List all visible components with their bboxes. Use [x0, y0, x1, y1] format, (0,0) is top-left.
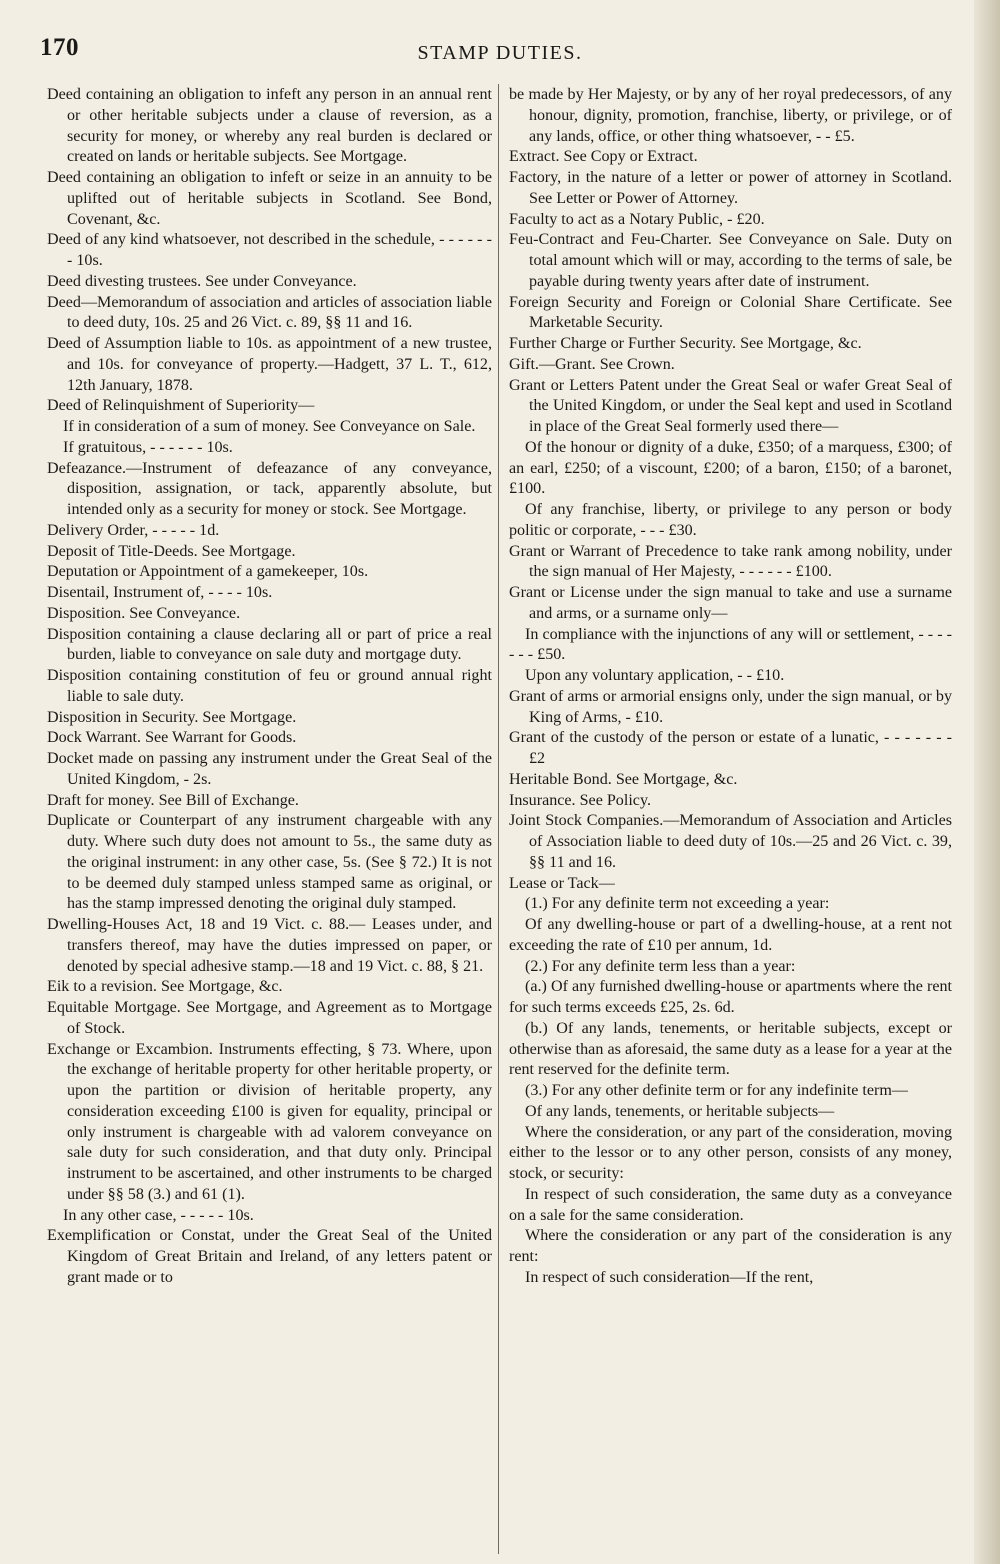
- dictionary-entry: Gift.—Grant. See Crown.: [509, 355, 675, 373]
- dictionary-entry: Deed of any kind whatsoever, not described in the schedule, - - - - - - - 10s.: [47, 231, 492, 269]
- dictionary-entry: Grant or Warrant of Precedence to take rank among nobility, under the sign manual of Her Majesty, - - - - - - £100.: [509, 542, 952, 581]
- dictionary-entry: Factory, in the nature of a letter or power of attorney in Scotland. See Letter or Power of Attorney.: [509, 169, 952, 207]
- dictionary-entry: Duplicate or Counterpart of any instrument chargeable with any duty. Where such duty does not amount to 5s., the same duty as the original instrument: in any other case, 5s. (See § 72.) It is not to be deemed duly stamped unless stamped same as original, or has the stamp impressed denoting the original duly stamped.: [47, 812, 492, 913]
- column-divider: [498, 84, 499, 1554]
- dictionary-entry: Grant of arms or armorial ensigns only, under the sign manual, or by King of Arms, - £10.: [509, 687, 952, 726]
- dictionary-entry: Deputation or Appointment of a gamekeeper, 10s.: [47, 563, 369, 581]
- dictionary-entry: be made by Her Majesty, or by any of her royal predecessors, of any honour, dignity, promotion, franchise, liberty, or privilege, or of any lands, office, or other thing whatsoever, - - £5.: [509, 86, 952, 145]
- entry-subparagraph: (1.) For any definite term not exceeding a year:: [525, 895, 830, 913]
- dictionary-entry: Disentail, Instrument of, - - - - 10s.: [47, 584, 273, 601]
- dictionary-entry: Deed containing an obligation to infeft any person in an annual rent or other heritable subjects under a clause of reversion, as a security for money, or whereby any real burden is declared or created on lands or heritable subjects. See Mortgage.: [47, 86, 492, 166]
- dictionary-entry: Deed of Relinquishment of Superiority—: [47, 397, 315, 415]
- entry-subparagraph: In any other case, - - - - - 10s.: [63, 1206, 254, 1224]
- dictionary-entry: Dwelling-Houses Act, 18 and 19 Vict. c. 88.— Leases under, and transfers thereof, may have the duties impressed on paper, or denoted by special adhesive stamp.—18 and 19 Vict. c. 88, § 21.: [47, 916, 492, 975]
- dictionary-entry: Joint Stock Companies.—Memorandum of Association and Articles of Association liable to deed duty of 10s.—25 and 26 Vict. c. 39, §§ 11 and 16.: [509, 812, 952, 871]
- running-title: STAMP DUTIES.: [417, 42, 583, 64]
- entry-subparagraph: Of any franchise, liberty, or privilege to any person or body politic or corporate, - - - £30.: [509, 501, 952, 539]
- entry-subparagraph: Where the consideration or any part of the consideration is any rent:: [509, 1227, 952, 1265]
- dictionary-entry: Equitable Mortgage. See Mortgage, and Agreement as to Mortgage of Stock.: [47, 999, 492, 1037]
- entry-subparagraph: Of the honour or dignity of a duke, £350; of a marquess, £300; of an earl, £250; of a viscount, £200; of a baron, £150; of a baronet, £100.: [509, 438, 952, 498]
- dictionary-entry: Dock Warrant. See Warrant for Goods.: [47, 729, 297, 747]
- entry-subparagraph: In compliance with the injunctions of any will or settlement, - - - - - - - £50.: [509, 625, 952, 664]
- dictionary-entry: Further Charge or Further Security. See Mortgage, &c.: [509, 335, 862, 352]
- dictionary-entry: Deed—Memorandum of association and articles of association liable to deed duty, 10s. 25 and 26 Vict. c. 89, §§ 11 and 16.: [47, 293, 492, 332]
- dictionary-entry: Deed divesting trustees. See under Conveyance.: [47, 272, 357, 290]
- dictionary-entry: Foreign Security and Foreign or Colonial Share Certificate. See Marketable Security.: [509, 293, 952, 332]
- dictionary-entry: Faculty to act as a Notary Public, - £20.: [509, 210, 765, 228]
- dictionary-entry: Heritable Bond. See Mortgage, &c.: [509, 770, 738, 788]
- dictionary-entry: Disposition. See Conveyance.: [47, 604, 241, 622]
- dictionary-entry: Extract. See Copy or Extract.: [509, 148, 698, 166]
- entry-subparagraph: If gratuitous, - - - - - - 10s.: [63, 438, 233, 456]
- entry-subparagraph: (b.) Of any lands, tenements, or heritable subjects, except or otherwise than as aforesaid, the same duty as a lease for a year at the rent reserved for the definite term.: [509, 1019, 952, 1079]
- dictionary-entry: Defeazance.—Instrument of defeazance of any conveyance, disposition, assignation, or tack, apparently absolute, but intended only as a security for money or stock. See Mortgage.: [47, 459, 492, 518]
- entry-subparagraph: In respect of such consideration, the same duty as a conveyance on a sale for the same consideration.: [509, 1185, 952, 1224]
- dictionary-entry: Disposition containing a clause declaring all or part of price a real burden, liable to conveyance on sale duty and mortgage duty.: [47, 625, 492, 664]
- entry-subparagraph: Where the consideration, or any part of the consideration, moving either to the lessor or to any other person, consists of any money, stock, or security:: [509, 1123, 952, 1182]
- entry-subparagraph: Of any lands, tenements, or heritable subjects—: [525, 1102, 835, 1120]
- dictionary-entry: Grant or Letters Patent under the Great Seal or wafer Great Seal of the United Kingdom, or under the Seal kept and used in Scotland in place of the Great Seal formerly used there—: [509, 376, 952, 435]
- right-column: [509, 85, 952, 1289]
- dictionary-entry: Disposition containing constitution of feu or ground annual right liable to sale duty.: [47, 667, 492, 705]
- dictionary-entry: Feu-Contract and Feu-Charter. See Conveyance on Sale. Duty on total amount which will or may, according to the terms of sale, be payable during twenty years after date of instrument.: [509, 231, 952, 290]
- dictionary-entry: Eik to a revision. See Mortgage, &c.: [47, 978, 283, 996]
- entry-subparagraph: (a.) Of any furnished dwelling-house or apartments where the rent for such terms exceeds £25, 2s. 6d.: [509, 978, 952, 1016]
- dictionary-entry: Docket made on passing any instrument under the Great Seal of the United Kingdom, - 2s.: [47, 750, 492, 788]
- dictionary-entry: Delivery Order, - - - - - 1d.: [47, 521, 220, 539]
- left-column: [47, 85, 492, 1289]
- entry-subparagraph: In respect of such consideration—If the rent,: [525, 1268, 814, 1286]
- page-edge-shadow: [974, 0, 1000, 1564]
- dictionary-entry: Deed containing an obligation to infeft or seize in an annuity to be uplifted out of heritable subjects in Scotland. See Bond, Covenant, &c.: [47, 169, 492, 228]
- dictionary-entry: Disposition in Security. See Mortgage.: [47, 708, 297, 726]
- entry-subparagraph: If in consideration of a sum of money. See Conveyance on Sale.: [63, 418, 476, 435]
- dictionary-entry: Deposit of Title-Deeds. See Mortgage.: [47, 542, 296, 560]
- page-number: 170: [40, 34, 79, 61]
- dictionary-entry: Grant of the custody of the person or estate of a lunatic, - - - - - - - £2: [509, 729, 952, 767]
- entry-subparagraph: Upon any voluntary application, - - £10.: [525, 667, 785, 684]
- dictionary-entry: Exchange or Excambion. Instruments effecting, § 73. Where, upon the exchange of heritable property for other heritable property, or upon the partition or division of heritable property, any consideration exceeding £100 is given for equality, principal or only instrument is chargeable with ad valorem conveyance on sale duty for such consideration, and that duty only. Principal instrument to be ascertained, and other instruments to be charged under §§ 58 (3.) and 61 (1).: [47, 1040, 492, 1203]
- dictionary-entry: Exemplification or Constat, under the Great Seal of the United Kingdom of Great Britain and Ireland, of any letters patent or grant made or to: [47, 1227, 492, 1286]
- dictionary-entry: Draft for money. See Bill of Exchange.: [47, 791, 299, 809]
- dictionary-entry: Lease or Tack—: [509, 874, 615, 892]
- dictionary-entry: Deed of Assumption liable to 10s. as appointment of a new trustee, and 10s. for conveyance of property.—Hadgett, 37 L. T., 612, 12th January, 1878.: [47, 335, 492, 394]
- entry-subparagraph: (3.) For any other definite term or for any indefinite term—: [525, 1082, 908, 1099]
- entry-subparagraph: (2.) For any definite term less than a year:: [525, 957, 796, 975]
- dictionary-entry: Grant or License under the sign manual to take and use a surname and arms, or a surname only—: [509, 584, 952, 622]
- entry-subparagraph: Of any dwelling-house or part of a dwelling-house, at a rent not exceeding the rate of £10 per annum, 1d.: [509, 916, 952, 954]
- dictionary-entry: Insurance. See Policy.: [509, 791, 651, 809]
